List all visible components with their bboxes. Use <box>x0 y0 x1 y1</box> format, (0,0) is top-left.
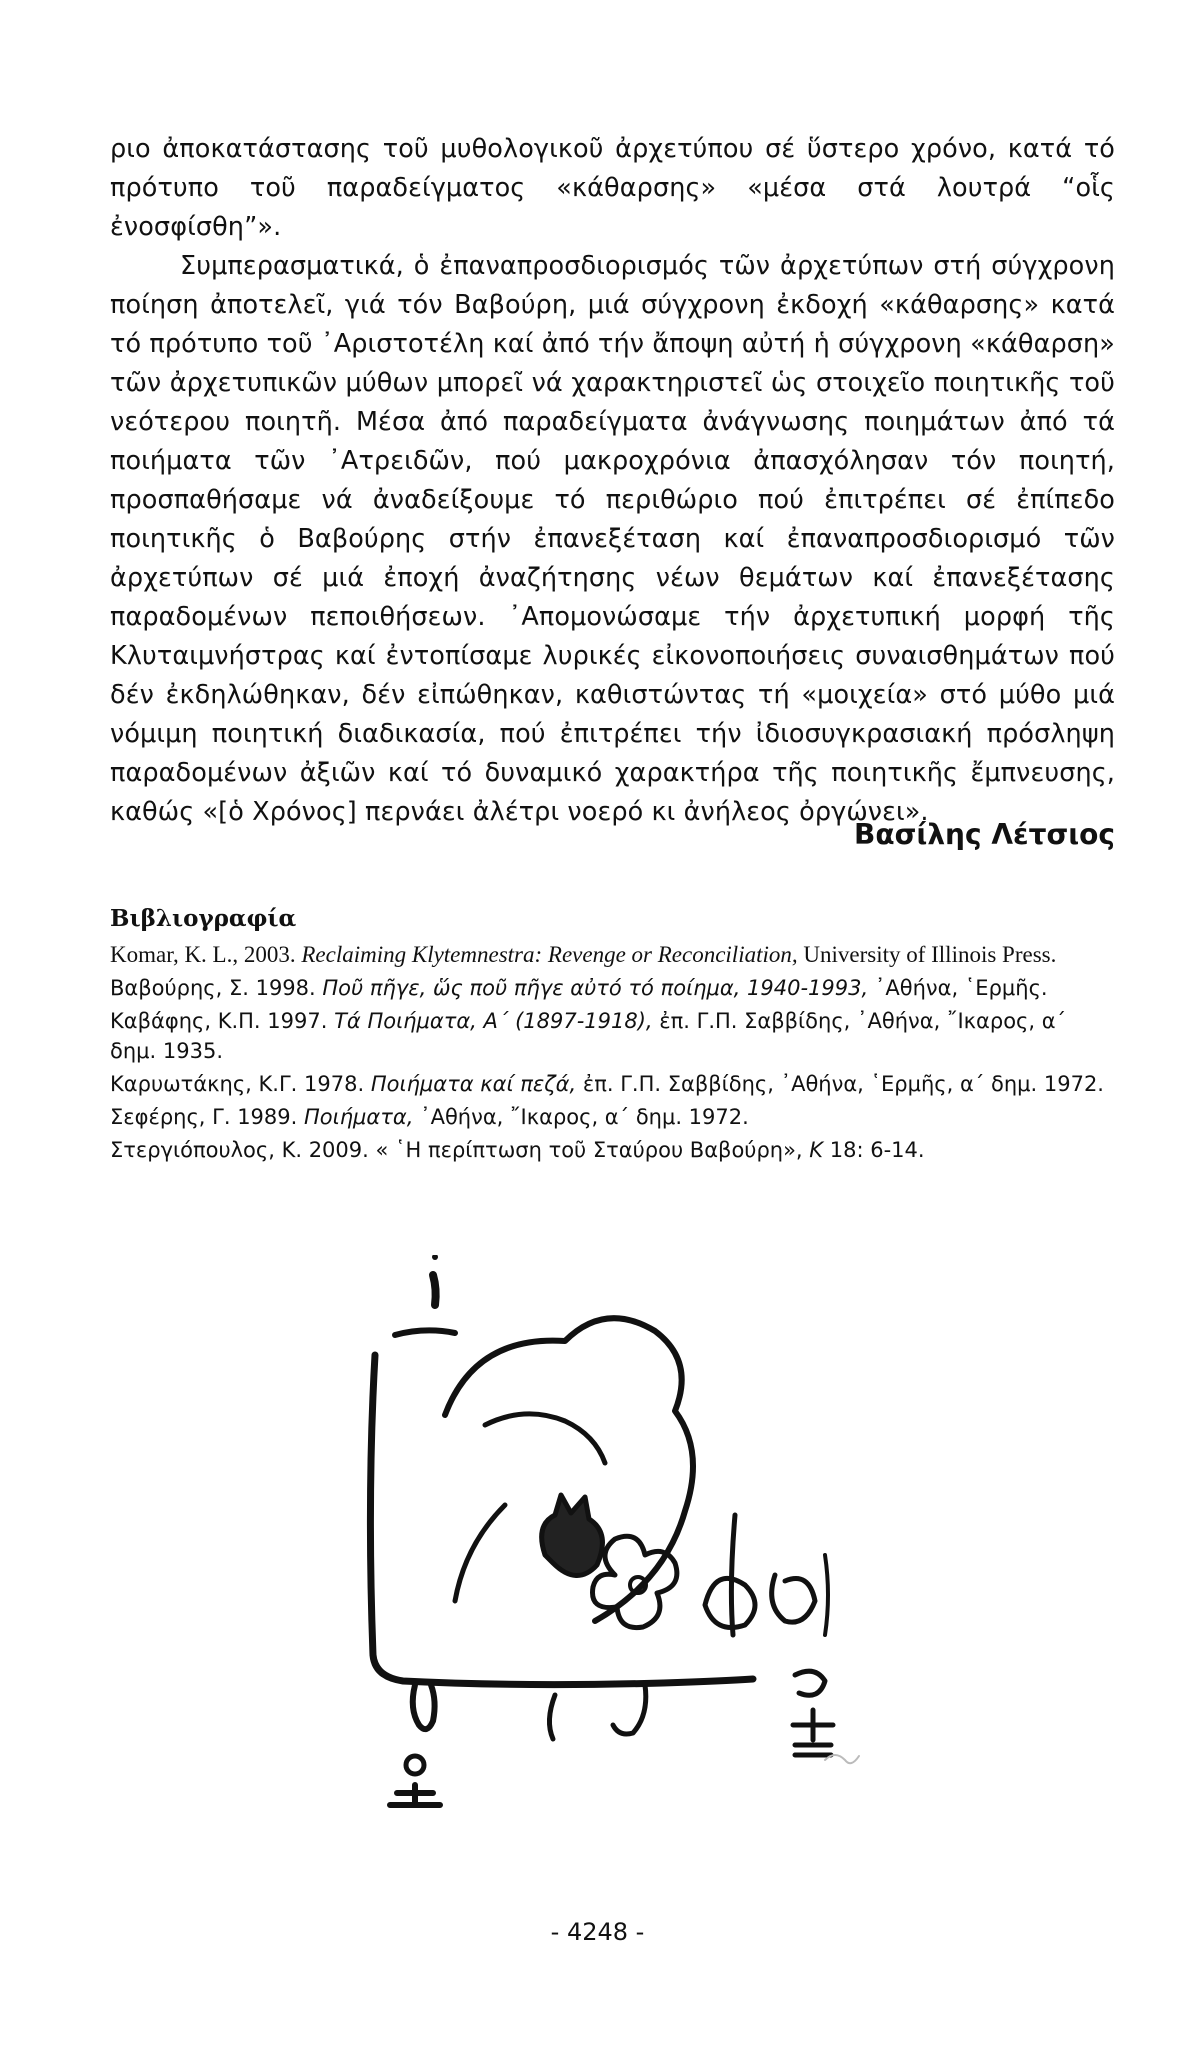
author-name: Βασίλης Λέτσιος <box>854 818 1115 851</box>
bibliography-entry: Καβάφης, Κ.Π. 1997. Τά Ποιήματα, Α΄ (1897-1918), ἐπ. Γ.Π. Σαββίδης, ᾿Αθήνα, ῎Ικαρος, α΄ δημ. 1935. <box>110 1009 1067 1063</box>
bibliography-entry: Σεφέρης, Γ. 1989. Ποιήματα, ᾿Αθήνα, ῎Ικαρος, α΄ δημ. 1972. <box>110 1105 749 1129</box>
ink-drawing-illustration <box>355 1255 875 1815</box>
paragraph-2: Συμπερασματικά, ὁ ἐπαναπροσδιορισμός τῶν ἀρχετύπων στή σύγχρονη ποίηση ἀποτελεῖ, γιά τόν Βαβούρη, μιά σύγχρονη ἐκδοχή «κάθαρσης» κατά τό πρότυπο τοῦ ᾿Αριστοτέλη καί ἀπό τήν ἄποψη αὐτή ἡ σύγχρονη «κάθαρση» τῶν ἀρχετυπικῶν μύθων μπορεῖ νά χαρακτηριστεῖ ὡς στοιχεῖο ποιητικῆς τοῦ νεότερου ποιητῆ. Μέσα ἀπό παραδείγματα ἀνάγνωσης ποιημάτων ἀπό τά ποιήματα τῶν ᾿Ατρειδῶν, πού μακροχρόνια ἀπασχόλησαν τόν ποιητή, προσπαθήσαμε νά ἀναδείξουμε τό περιθώριο πού ἐπιτρέπει σέ ἐπίπεδο ποιητικῆς ὁ Βαβούρης στήν ἐπανεξέταση καί ἐπαναπροσδιορισμό τῶν ἀρχετύπων σέ μιά ἐποχή ἀναζήτησης νέων θεμάτων καί ἐπανεξέτασης παραδομένων πεποιθήσεων. ᾿Απομονώσαμε τήν ἀρχετυπική μορφή τῆς Κλυταιμνήστρας καί ἐντοπίσαμε λυρικές εἰκονοποιήσεις συναισθημάτων πού δέν ἐκδηλώθηκαν, δέν εἰπώθηκαν, καθιστώντας τή «μοιχεία» στό μύθο μιά νόμιμη ποιητική διαδικασία, πού ἐπιτρέπει τήν ἰδιοσυγκρασιακή πρόσληψη παραδομένων ἀξιῶν καί τό δυναμικό χαρακτήρα τῆς ποιητικῆς ἔμπνευσης, καθώς «[ὁ Χρόνος] περνάει ἀλέτρι νοερό κι ἀνήλεος ὀργώνει». <box>110 251 1115 827</box>
bibliography-entry: Καρυωτάκης, Κ.Γ. 1978. Ποιήματα καί πεζά, ἐπ. Γ.Π. Σαββίδης, ᾿Αθήνα, ῾Ερμῆς, α΄ δημ. 1972. <box>110 1072 1104 1096</box>
entry-title: Ποιήματα, <box>303 1105 414 1129</box>
bibliography-entry: Στεργιόπουλος, Κ. 2009. « ῾Η περίπτωση τοῦ Σταύρου Βαβούρη», Κ 18: 6-14. <box>110 1138 925 1162</box>
entry-title: Reclaiming Klytemnestra: Revenge or Reconciliation, <box>301 942 798 967</box>
bibliography-entry: Βαβούρης, Σ. 1998. Ποῦ πῆγε, ὥς ποῦ πῆγε αὐτό τό ποίημα, 1940-1993, ᾿Αθήνα, ῾Ερμῆς. <box>110 976 1048 1000</box>
bibliography-heading: Βιβλιογραφία <box>110 905 297 932</box>
entry-title: Ποῦ πῆγε, ὥς ποῦ πῆγε αὐτό τό ποίημα, 1940-1993, <box>322 976 869 1000</box>
page-number: - 4248 - <box>550 1918 645 1946</box>
entry-title: Κ <box>809 1138 824 1162</box>
bibliography-list <box>110 940 1110 1168</box>
body-text <box>110 130 1115 832</box>
entry-title: Ποιήματα καί πεζά, <box>370 1072 577 1096</box>
entry-title: Τά Ποιήματα, Α΄ (1897-1918), <box>334 1009 653 1033</box>
bibliography-entry: Komar, K. L., 2003. Reclaiming Klytemnestra: Revenge or Reconciliation, University of Illinois Press. <box>110 942 1057 967</box>
paragraph-1: ριο ἀποκατάστασης τοῦ μυθολογικοῦ ἀρχετύπου σέ ὕστερο χρόνο, κατά τό πρότυπο τοῦ παραδείγματος «κάθαρσης» «μέσα στά λουτρά “οἷς ἐνοσφίσθη”». <box>110 134 1115 242</box>
